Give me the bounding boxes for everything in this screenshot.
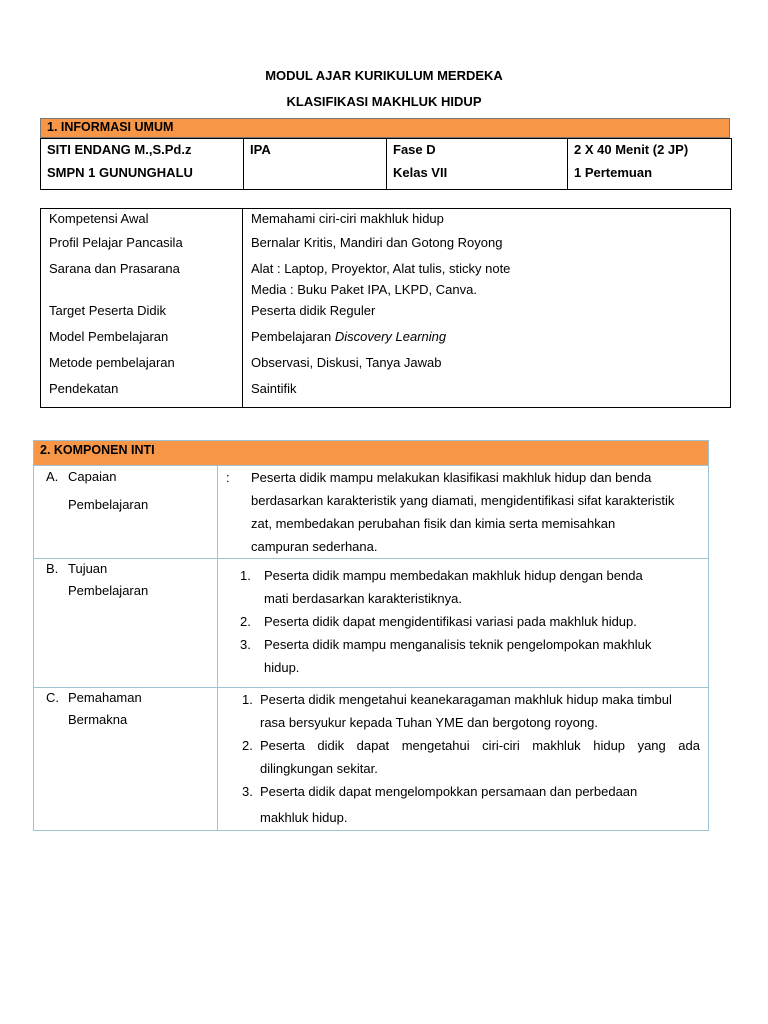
table-row	[41, 329, 731, 355]
row-value: Saintifik	[243, 381, 731, 408]
text-line: makhluk hidup.	[260, 810, 348, 825]
pemahaman-list	[242, 688, 700, 829]
label-text: Capaian	[68, 469, 117, 484]
capaian-row	[34, 466, 709, 559]
text-line: hidup.	[264, 660, 300, 675]
section-komponen-inti-header: 2. KOMPONEN INTI	[33, 440, 709, 465]
text-line: Peserta didik dapat mengidentifikasi variasi pada makhluk hidup.	[264, 614, 637, 629]
text-line: dilingkungan sekitar.	[260, 761, 378, 776]
text-line: Peserta didik mampu melakukan klasifikasi makhluk hidup dan benda	[251, 470, 652, 485]
row-key: Target Peserta Didik	[41, 303, 243, 329]
pemahaman-label-cell	[34, 688, 218, 831]
pemahaman-content-cell	[218, 688, 709, 831]
document-title: MODUL AJAR KURIKULUM MERDEKA	[265, 68, 503, 83]
duration: 2 X 40 Menit (2 JP)	[574, 142, 689, 157]
model-italic: Discovery Learning	[334, 328, 447, 344]
table-row	[41, 303, 731, 329]
teacher-school-cell	[41, 139, 244, 190]
table-row	[41, 235, 731, 261]
document-subtitle: KLASIFIKASI MAKHLUK HIDUP	[286, 94, 482, 109]
phase: Fase D	[393, 142, 436, 157]
row-value: Memahami ciri-ciri makhluk hidup	[243, 209, 731, 235]
text-line: Peserta didik dapat mengetahui ciri-ciri makhluk hidup yang ada	[260, 738, 700, 753]
pemahaman-row	[34, 688, 709, 831]
list-item	[240, 633, 708, 679]
subject-cell	[244, 139, 387, 190]
item-number: 1.	[240, 568, 251, 583]
item-number: 3.	[242, 784, 253, 799]
grade: Kelas VII	[393, 165, 448, 180]
komponen-inti-table	[33, 465, 709, 831]
item-number: 3.	[240, 637, 251, 652]
sarana-media: Media : Buku Paket IPA, LKPD, Canva.	[251, 281, 477, 297]
tujuan-list	[240, 564, 708, 679]
label-text: Bermakna	[68, 712, 128, 727]
sarana-alat: Alat : Laptop, Proyektor, Alat tulis, sticky note	[251, 260, 511, 276]
row-value: Peserta didik Reguler	[243, 303, 731, 329]
list-item	[242, 734, 700, 780]
row-value	[243, 329, 731, 355]
row-key: Model Pembelajaran	[41, 329, 243, 355]
list-item	[242, 780, 700, 829]
text-line: mati berdasarkan karakteristiknya.	[264, 591, 462, 606]
capaian-label-cell	[34, 466, 218, 559]
label-text: Pembelajaran	[68, 497, 149, 512]
phase-cell	[387, 139, 568, 190]
text-line: zat, membedakan perubahan fisik dan kimia serta memisahkan	[251, 516, 616, 531]
general-info-table	[40, 138, 732, 190]
tujuan-row	[34, 559, 709, 688]
item-number: 2.	[242, 738, 253, 753]
text-line: Peserta didik mampu menganalisis teknik pengelompokan makhluk	[264, 637, 652, 652]
row-key: Pendekatan	[41, 381, 243, 408]
model-prefix: Pembelajaran	[251, 328, 335, 344]
label-letter: A.	[46, 469, 59, 484]
learning-meta-table	[40, 208, 731, 408]
text-line: rasa bersyukur kepada Tuhan YME dan bergotong royong.	[260, 715, 598, 730]
duration-cell	[568, 139, 732, 190]
row-value: Bernalar Kritis, Mandiri dan Gotong Royong	[243, 235, 731, 261]
text-line: Peserta didik dapat mengelompokkan persamaan dan perbedaan	[260, 784, 638, 799]
item-number: 2.	[240, 614, 251, 629]
label-text: Tujuan	[68, 561, 108, 576]
table-row	[41, 261, 731, 303]
table-row	[41, 355, 731, 381]
row-key: Kompetensi Awal	[41, 209, 243, 235]
text-line: berdasarkan karakteristik yang diamati, mengidentifikasi sifat karakteristik	[251, 493, 675, 508]
text-line: Peserta didik mampu membedakan makhluk hidup dengan benda	[264, 568, 643, 583]
text-line: campuran sederhana.	[251, 539, 378, 554]
label-text: Pemahaman	[68, 690, 142, 705]
list-item	[242, 688, 700, 734]
section-informasi-umum-header: 1. INFORMASI UMUM	[40, 118, 730, 138]
label-letter: B.	[46, 561, 59, 576]
row-key: Sarana dan Prasarana	[41, 261, 243, 303]
text-line: Peserta didik mengetahui keanekaragaman makhluk hidup maka timbul	[260, 692, 672, 707]
label-letter: C.	[46, 690, 59, 705]
capaian-text	[251, 466, 674, 558]
row-key: Profil Pelajar Pancasila	[41, 235, 243, 261]
table-row	[41, 209, 731, 235]
subject: IPA	[250, 142, 271, 157]
colon: :	[226, 470, 230, 485]
teacher-name: SITI ENDANG M.,S.Pd.z	[47, 142, 192, 157]
school-name: SMPN 1 GUNUNGHALU	[47, 165, 193, 180]
list-item	[240, 564, 708, 610]
row-value	[243, 261, 731, 303]
tujuan-content-cell	[218, 559, 709, 688]
meetings: 1 Pertemuan	[574, 165, 653, 180]
tujuan-label-cell	[34, 559, 218, 688]
capaian-content-cell	[218, 466, 709, 559]
list-item	[240, 610, 708, 633]
label-text: Pembelajaran	[68, 583, 149, 598]
table-row	[41, 381, 731, 408]
row-value: Observasi, Diskusi, Tanya Jawab	[243, 355, 731, 381]
item-number: 1.	[242, 692, 253, 707]
row-key: Metode pembelajaran	[41, 355, 243, 381]
